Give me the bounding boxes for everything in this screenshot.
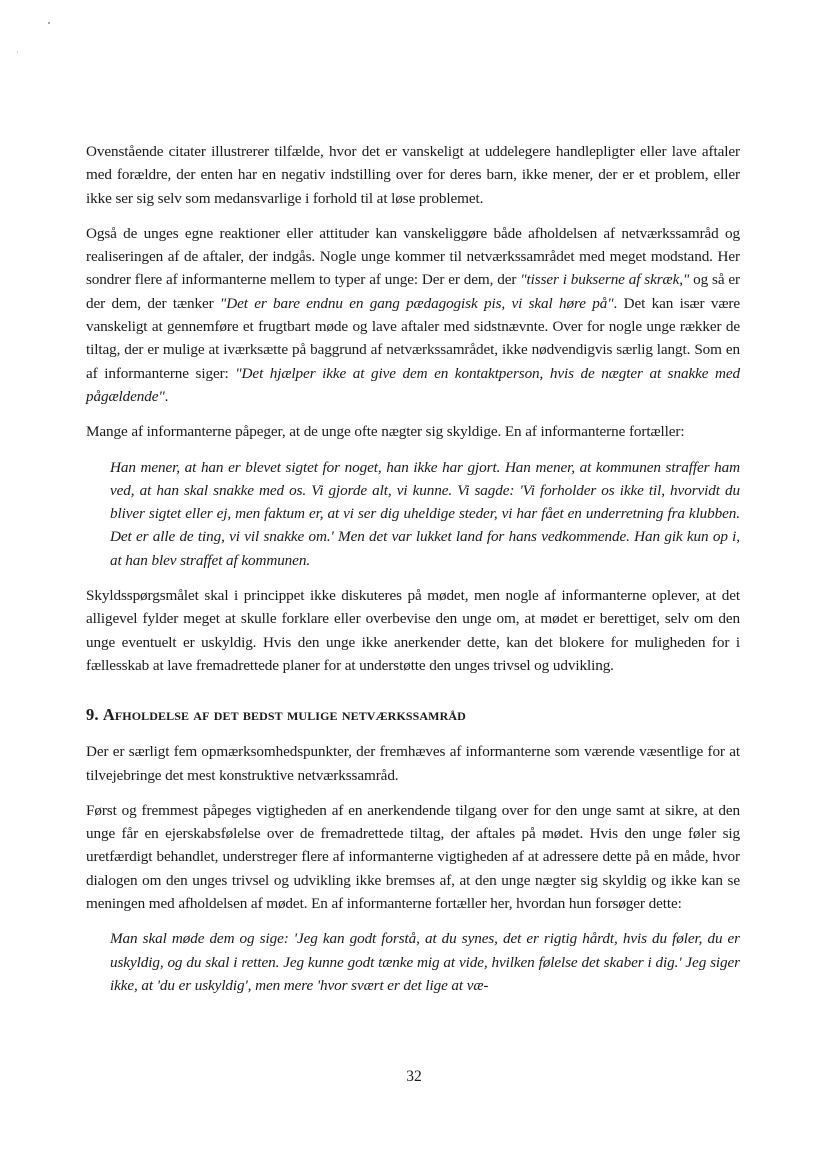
inline-quote: "Det hjælper ikke at give dem en kontaktperson, hvis de nægter at snakke med pågældende" (86, 364, 740, 405)
paragraph-five-points: Der er særligt fem opmærksomhedspunkter, der fremhæves af informanterne som værende væsentlige for at tilvejebringe det mest konstruktive netværkssamråd. (86, 743, 740, 784)
paragraph-guilt-question: Skyldsspørgsmålet skal i princippet ikke diskuteres på mødet, men nogle af informanterne oplever, at det alligevel fylder meget at skulle forklare eller overbevise den unge om, at mødet er berettiget, selv om den unge eventuelt er uskyldig. Hvis den unge ikke anerkender dette, kan det blokere for muligheden for i fællesskab at lave fremadrettede planer for at understøtte den unges trivsel og udvikling. (86, 587, 740, 674)
text-run: Også de unges egne reaktioner eller attituder kan vanskeliggøre både afholdelsen af netværkssamråd og realiseringen af de aftaler, der indgås. Nogle unge kommer til netværkssamrådet med meget modstand. Her sondrer flere af informanterne mellem to typer af unge: Der er dem, der (86, 224, 740, 289)
block-quote-informant: Han mener, at han er blevet sigtet for noget, han ikke har gjort. Han mener, at kommunen straffer ham ved, at han skal snakke med os. Vi gjorde alt, vi kunne. Vi sagde: 'Vi forholder os ikke til, hvorvidt du bliver sigtet eller ej, men faktum er, at vi ser dig uheldige steder, vi har fået en underretning fra klubben. Det er alle de ting, vi vil snakke om.' Men det var lukket land for hans vedkommende. Han gik kun op i, at han blev straffet af kommunen. (110, 458, 740, 569)
paragraph-youth-reactions (86, 222, 740, 408)
section-title: Afholdelse af det bedst mulige netværkssamråd (102, 705, 466, 725)
paragraph-quotes-illustrate: Ovenstående citater illustrerer tilfælde, hvor det er vanskeligt at uddelegere handlepligter eller lave aftaler med forældre, der enten har en negativ indstilling over for deres barn, ikke mener, der er et problem, eller ikke ser sig selv som medansvarlige i forhold til at løse problemet. (86, 143, 740, 207)
section-heading (86, 705, 740, 725)
block-quote-informant-2: Man skal møde dem og sige: 'Jeg kan godt forstå, at du synes, det er rigtig hårdt, hvis du føler, du er uskyldig, og du skal i retten. Jeg kunne godt tænke mig at vide, hvilken følelse det skaber i dig.' Jeg siger ikke, at 'du er uskyldig', men mere 'hvor svært er det lige at væ- (110, 930, 740, 994)
inline-quote: "Det er bare endnu en gang pædagogisk pis, vi skal høre på" (219, 294, 614, 312)
section-number: 9. (86, 705, 103, 725)
scan-speck (17, 52, 18, 53)
text-run: . Det kan især være vanskeligt at gennemføre et frugtbart møde og lave aftaler med sidstnævnte. Over for nogle unge rækker de tiltag, der er mulige at iværksætte på baggrund af netværkssamrådet, ikke nødvendigvis særlig langt. Som en af informanterne siger: (86, 294, 740, 382)
paragraph-recognizing-approach: Først og fremmest påpeges vigtigheden af en anerkendende tilgang over for den unge samt at sikre, at den unge får en ejerskabsfølelse over de fremadrettede tiltag, der aftales på mødet. Hvis den unge føler sig uretfærdigt behandlet, understreger flere af informanterne vigtigheden af at adressere dette på en måde, hvor dialogen om den unges trivsel og udvikling ikke bremses af, at den unge nægter sig skyldig og ikke kan se meningen med afholdelsen af mødet. En af informanterne fortæller her, hvordan hun forsøger dette: (86, 801, 740, 913)
text-run: og så er der dem, der tænker (86, 271, 740, 312)
scan-speck (48, 22, 50, 24)
document-page (86, 140, 740, 997)
text-run: . (164, 387, 169, 405)
inline-quote: "tisser i bukserne af skræk," (520, 271, 690, 289)
page-number: 32 (406, 1068, 422, 1085)
paragraph-deny-guilt: Mange af informanterne påpeger, at de unge ofte nægter sig skyldige. En af informanterne fortæller: (86, 423, 685, 441)
